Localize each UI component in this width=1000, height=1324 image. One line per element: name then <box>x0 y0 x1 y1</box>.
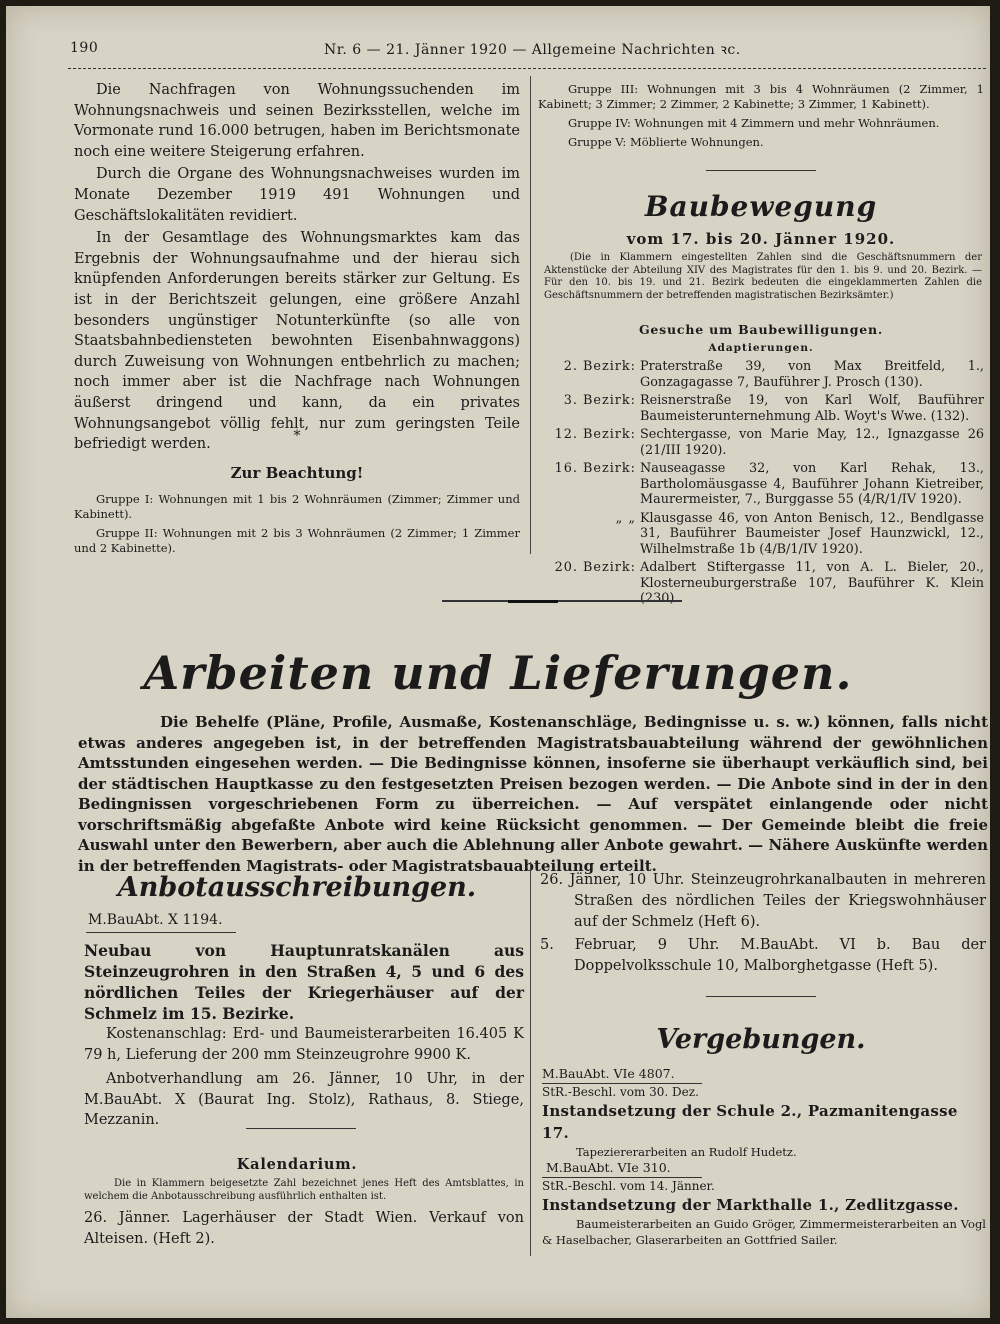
reference-underline <box>542 1083 702 1084</box>
award-detail: Tapeziererarbeiten an Rudolf Hudetz. <box>576 1145 797 1159</box>
asterisk-separator: * <box>293 428 301 444</box>
header-rule <box>68 68 986 69</box>
permit-entries <box>544 356 984 607</box>
section-rule <box>442 600 682 602</box>
group-item: Gruppe II: Wohnungen mit 2 bis 3 Wohnräumen (2 Zimmer; 1 Zimmer und 2 Kabinette). <box>74 526 520 555</box>
district-label: 20. Bezirk: <box>554 560 636 575</box>
entry-text: Reisnerstraße 19, von Karl Wolf, Bauführer Baumeisterunternehmung Alb. Woyt's Wwe. (132). <box>640 393 984 424</box>
section-rule <box>246 1128 356 1129</box>
tender-meeting: Anbotverhandlung am 26. Jänner, 10 Uhr, in der M.BauAbt. X (Baurat Ing. Stolz), Rathaus, 8. Stiege, Mezzanin. <box>84 1071 524 1129</box>
paragraph: In der Gesamtlage des Wohnungsmarktes kam das Ergebnis der Wohnungsaufnahme und der hierau sich knüpfenden Anforderungen bereits stärker zur Geltung. Es ist in der Berichtszeit gelungen, eine größere Anzahl besonders ungünstiger Notunterkünfte (so alle von Staatsbahnbediensteten bewohnten Eisenbahnwaggons) durch Zuweisung von Wohnungen entbehrlich zu machen; noch immer aber ist die Nachfrage nach Wohnungen äußerst dringend und kann, da ein privates Wohnungsangebot völlig fehlt, nur zum geringsten Teile befriedigt werden. <box>74 230 520 453</box>
newspaper-page <box>6 6 990 1318</box>
award-block <box>542 1066 986 1161</box>
kalendarium-heading: Kalendarium. <box>236 1156 358 1173</box>
page-number: 190 <box>70 40 99 56</box>
paragraph: Durch die Organe des Wohnungsnachweises wurden im Monate Dezember 1919 491 Wohnungen und Geschäftslokalitäten revidiert. <box>74 166 520 224</box>
district-label: 2. Bezirk: <box>563 359 636 374</box>
permit-entry <box>544 461 984 508</box>
section-rule <box>706 170 816 171</box>
entry-text: Nauseagasse 32, von Karl Rehak, 13., Bartholomäusgasse 4, Bauführer Johann Kietreiber, Maurermeister, 7., Burggasse 55 (4/R/1/IV 1920). <box>640 461 984 507</box>
kalendarium-note: Die in Klammern beigesetzte Zahl bezeichnet jenes Heft des Amtsblattes, in welchem die Anbotausschreibung ausführlich enthalten ist. <box>84 1178 524 1202</box>
reference-underline <box>86 932 236 933</box>
arbeiten-heading: Arbeiten und Lieferungen. <box>143 646 853 700</box>
award-headline: Instandsetzung der Schule 2., Pazmanitengasse 17. <box>542 1102 958 1142</box>
section-rule <box>706 996 816 997</box>
section-rule-center <box>508 600 558 603</box>
adaptierungen-heading: Adaptierungen. <box>708 342 814 354</box>
district-label: 3. Bezirk: <box>563 393 636 408</box>
award-reference: M.BauAbt. VIe 4807. <box>542 1066 675 1081</box>
permit-entry <box>544 393 984 424</box>
anbot-headline: Neubau von Hauptunratskanälen aus Steinzeugrohren in den Straßen 4, 5 und 6 des nördlichen Teiles der Kriegerhäuser auf der Schmelz im 15. Bezirke. <box>84 941 524 1023</box>
issue-line: Nr. 6 — 21. Jänner 1920 — Allgemeine Nachrichten ꝛc. <box>324 42 741 58</box>
entry-text: Adalbert Stiftergasse 11, von A. L. Bieler, 20., Klosterneuburgerstraße 107, Bauführer K. Klein (230). <box>640 560 984 606</box>
calendar-item: 5. Februar, 9 Uhr. M.BauAbt. VI b. Bau der Doppelvolksschule 10, Malborghetgasse (Heft 5). <box>540 937 986 974</box>
award-headline: Instandsetzung der Markthalle 1., Zedlitzgasse. <box>542 1196 959 1214</box>
bau-note: (Die in Klammern eingestellten Zahlen sind die Geschäftsnummern der Aktenstücke der Abteilung XIV des Magistrates für den 1. bis 9. und 20. Bezirk. — Für den 10. bis 19. und 21. Bezirk bedeuten die eingeklammerten Zahlen die Geschäftsnummern der betreffenden magistratischen Bezirksämter.) <box>544 252 982 301</box>
attention-heading: Zur Beachtung! <box>230 464 364 482</box>
group-item: Gruppe IV: Wohnungen mit 4 Zimmern und mehr Wohnräumen. <box>568 116 940 130</box>
bau-dates: vom 17. bis 20. Jänner 1920. <box>626 230 896 248</box>
district-label: 12. Bezirk: <box>554 427 636 442</box>
reference-underline <box>542 1177 702 1178</box>
award-decision: StR.-Beschl. vom 14. Jänner. <box>542 1179 715 1193</box>
group-item: Gruppe V: Möblierte Wohnungen. <box>568 135 764 149</box>
group-item: Gruppe I: Wohnungen mit 1 bis 2 Wohnräumen (Zimmer; Zimmer und Kabinett). <box>74 492 520 521</box>
vergebungen-heading: Vergebungen. <box>656 1024 866 1055</box>
permit-entry <box>544 511 984 558</box>
permit-entry <box>544 359 984 390</box>
award-reference: M.BauAbt. VIe 310. <box>546 1160 671 1175</box>
group-list-left <box>74 492 520 556</box>
anbot-reference: M.BauAbt. X 1194. <box>88 912 223 928</box>
group-item: Gruppe III: Wohnungen mit 3 bis 4 Wohnräumen (2 Zimmer, 1 Kabinett; 3 Zimmer; 2 Zimmer, 2 Kabinette; 3 Zimmer, 1 Kabinett). <box>538 82 984 111</box>
anbot-body <box>84 1024 524 1131</box>
calendar-item: 26. Jänner. Lagerhäuser der Stadt Wien. Verkauf von Alteisen. (Heft 2). <box>84 1210 524 1247</box>
left-column <box>74 80 520 455</box>
arbeiten-intro: Die Behelfe (Pläne, Profile, Ausmaße, Kostenanschläge, Bedingnisse u. s. w.) können, falls nicht etwas anderes angegeben ist, in der betreffenden Magistratsbauabteilung während der gewöhnlichen Amtsstunden eingesehen werden. — Die Bedingnisse können, insoferne sie überhaupt verkäuflich sind, bei der städtischen Hauptkasse zu den festgesetzten Preisen bezogen werden. — Die Anbote sind in der in den Bedingnissen vorgeschriebenen Form zu überreichen. — Auf verspätet einlangende oder nicht vorschriftsmäßig abgefaßte Anbote wird keine Rücksicht genommen. — Der Gemeinde bleibt die freie Auswahl unter den Bewerbern, aber auch die Ablehnung aller Anbote gewahrt. — Nähere Auskünfte werden in der betreffenden Magistrats- oder Magistratsbauabteilung erteilt. <box>78 713 988 875</box>
cost-estimate: Kostenanschlag: Erd- und Baumeisterarbeiten 16.405 K 79 h, Lieferung der 200 mm Steinzeugrohre 9900 K. <box>84 1026 524 1063</box>
anbot-heading: Anbotausschreibungen. <box>117 872 477 903</box>
calendar-item: 26. Jänner, 10 Uhr. Steinzeugrohrkanalbauten in mehreren Straßen des nördlichen Teiles der Kriegswohnhäuser auf der Schmelz (Heft 6). <box>540 872 986 930</box>
column-divider <box>530 862 531 1256</box>
district-label: „ „ <box>615 510 636 526</box>
column-divider <box>530 76 531 554</box>
permit-entry <box>544 427 984 458</box>
calendar-continuation <box>540 870 986 977</box>
bau-heading: Baubewegung <box>644 190 878 223</box>
group-list-right <box>538 82 984 150</box>
gesuche-heading: Gesuche um Baubewilligungen. <box>638 322 884 337</box>
district-label: 16. Bezirk: <box>554 461 636 476</box>
award-block <box>542 1160 986 1248</box>
award-decision: StR.-Beschl. vom 30. Dez. <box>542 1085 699 1099</box>
entry-text: Praterstraße 39, von Max Breitfeld, 1., Gonzagagasse 7, Bauführer J. Prosch (130). <box>640 359 984 390</box>
award-detail: Baumeisterarbeiten an Guido Gröger, Zimmermeisterarbeiten an Vogl & Haselbacher, Glaserarbeiten an Gottfried Sailer. <box>542 1217 986 1247</box>
entry-text: Klausgasse 46, von Anton Benisch, 12., Bendlgasse 31, Bauführer Baumeister Josef Haunzwickl, 12., Wilhelmstraße 1b (4/B/1/IV 1920). <box>640 510 984 557</box>
entry-text: Sechtergasse, von Marie May, 12., Ignazgasse 26 (21/III 1920). <box>640 427 984 458</box>
paragraph: Die Nachfragen von Wohnungssuchenden im Wohnungsnachweis und seinen Bezirksstellen, welche im Vormonate rund 16.000 betrugen, haben im Berichtsmonate noch eine weitere Steigerung erfahren. <box>74 82 520 160</box>
